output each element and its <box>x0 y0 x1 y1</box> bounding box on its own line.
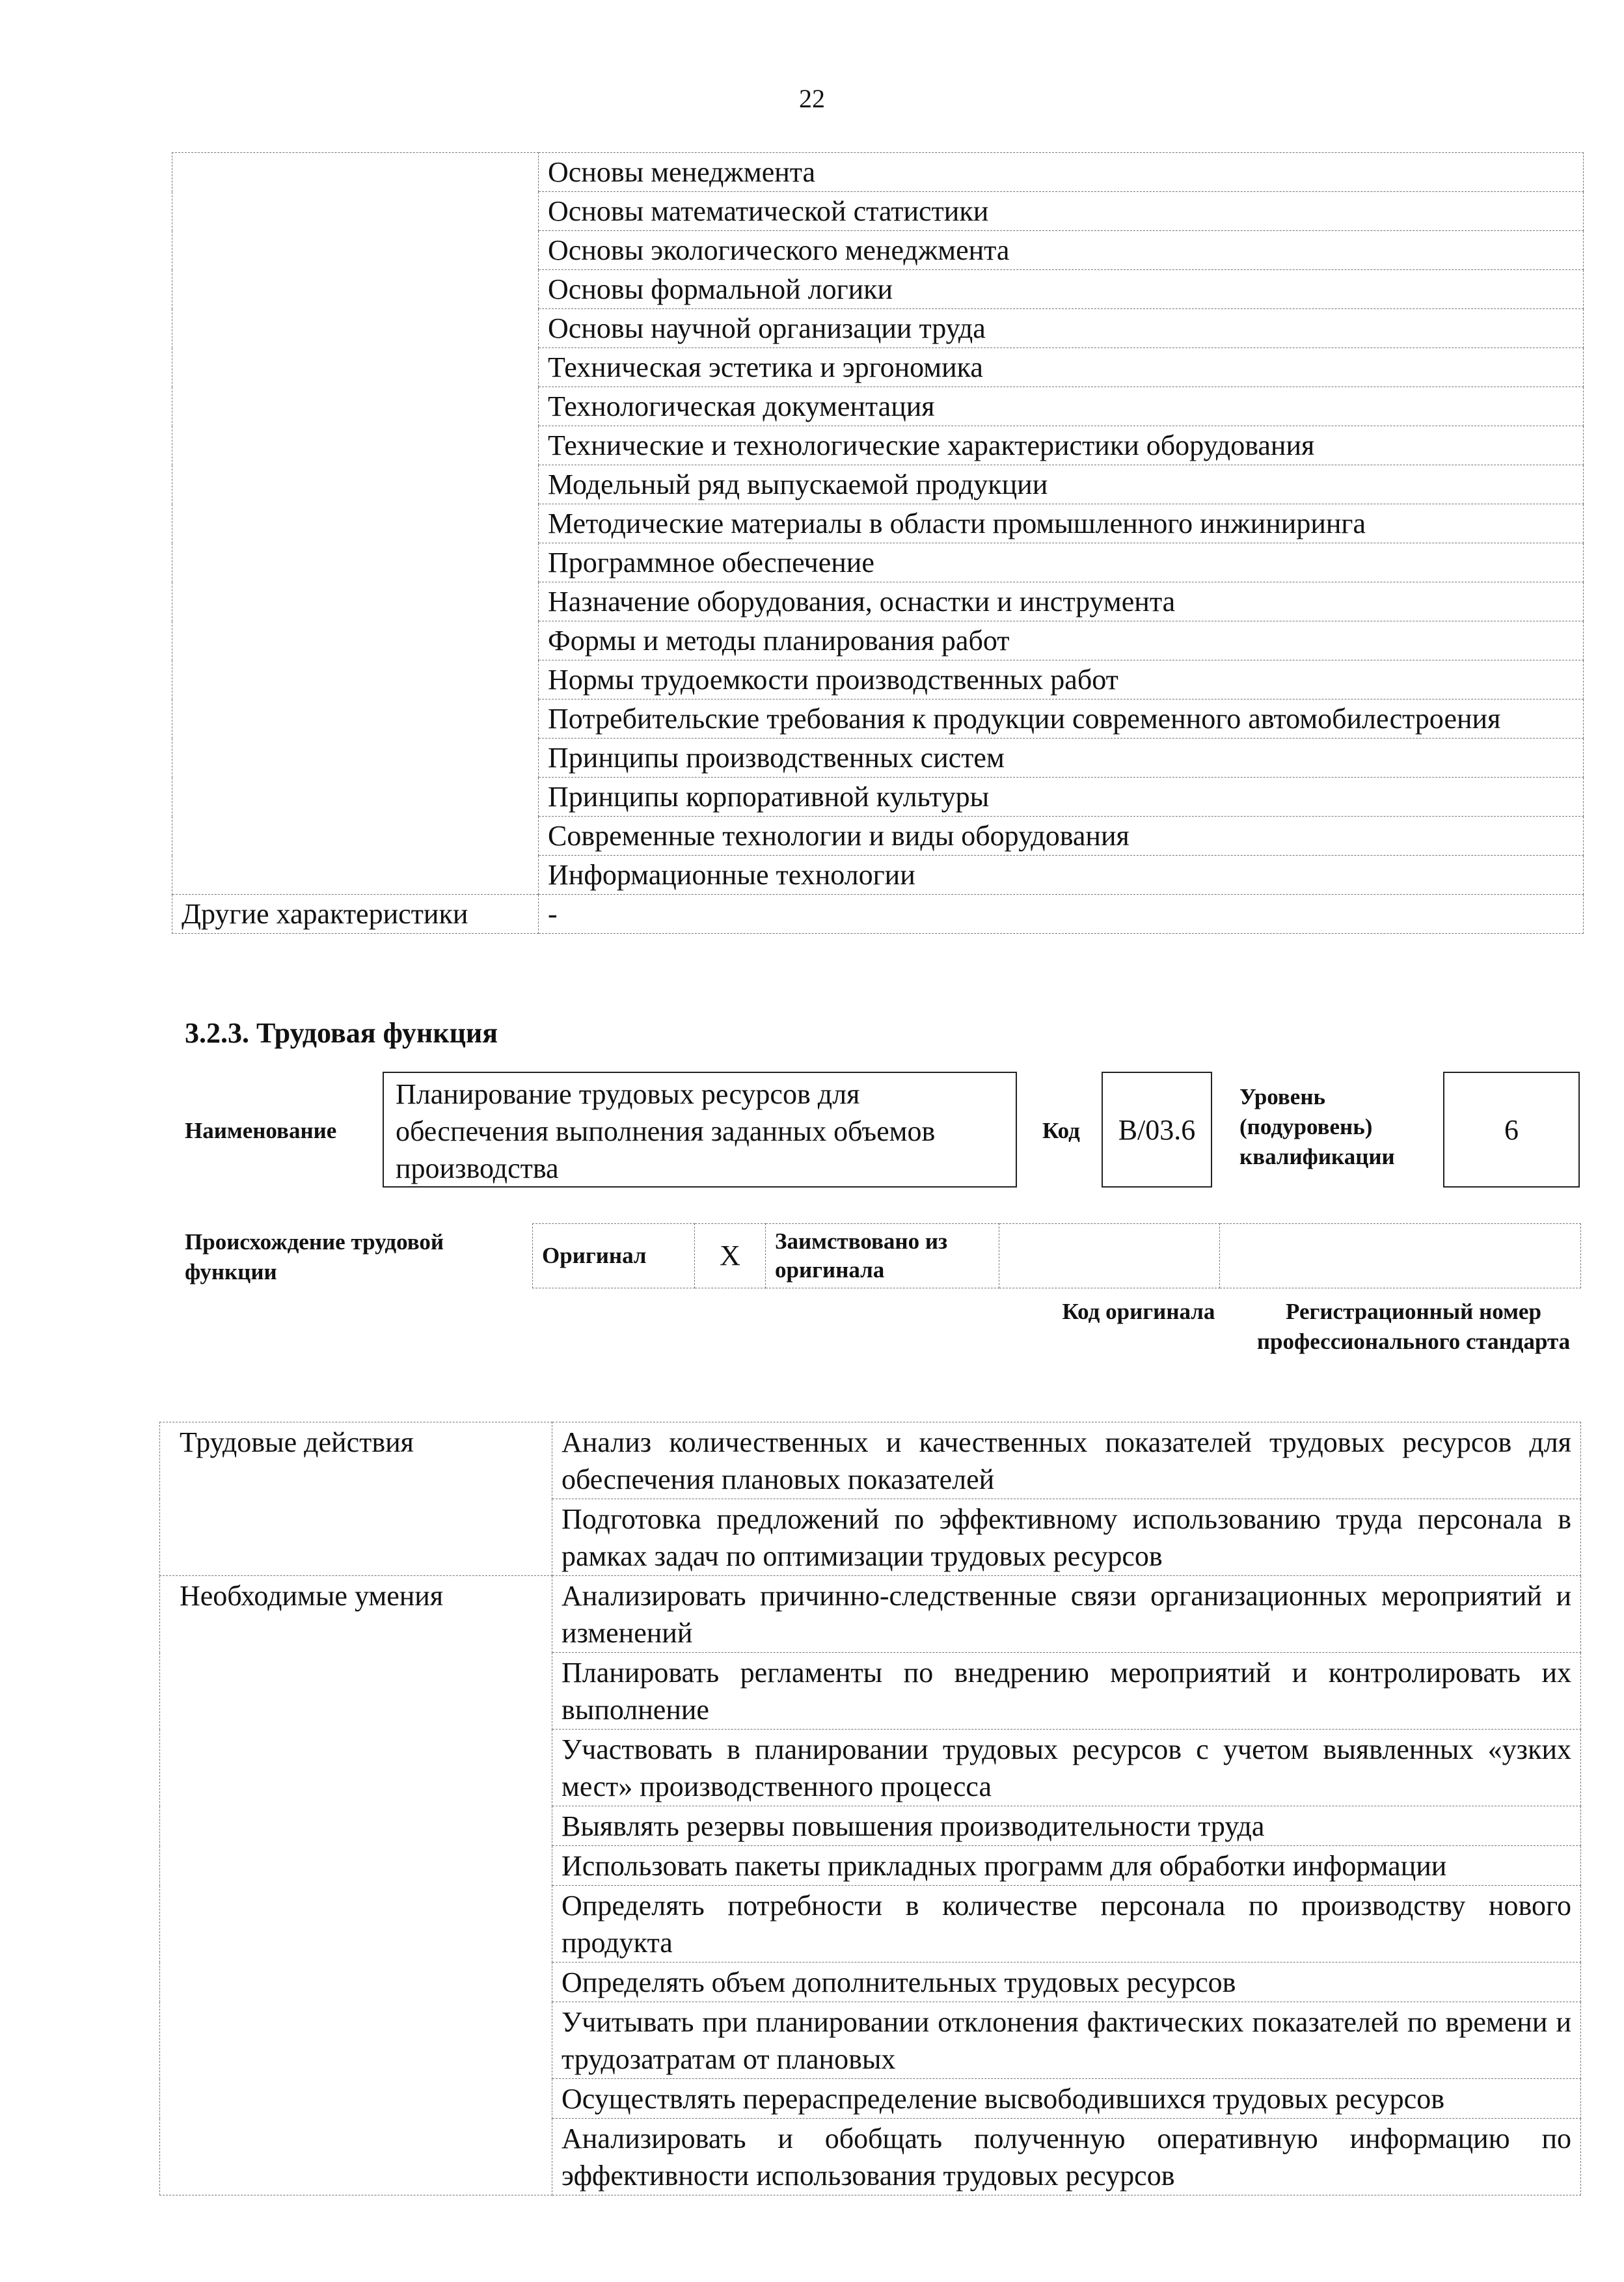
table-row <box>172 153 1584 192</box>
knowledge-item: Информационные технологии <box>539 856 1584 895</box>
table-row <box>160 1653 1581 1730</box>
knowledge-item: Основы формальной логики <box>539 270 1584 309</box>
required-skill-label-cell <box>160 1806 552 1846</box>
function-table <box>159 1422 1581 2195</box>
borrowed-label: Заимствовано из оригинала <box>766 1224 999 1288</box>
row-label <box>172 387 539 426</box>
knowledge-item: Современные технологии и виды оборудования <box>539 817 1584 856</box>
original-label: Оригинал <box>533 1224 695 1288</box>
knowledge-item: Назначение оборудования, оснастки и инструмента <box>539 582 1584 621</box>
table-row <box>172 543 1584 582</box>
table-row <box>172 348 1584 387</box>
row-label <box>172 856 539 895</box>
code-label: Код <box>1042 1118 1080 1143</box>
row-label <box>172 582 539 621</box>
row-label <box>172 426 539 465</box>
required-skill-label-cell <box>160 1886 552 1963</box>
knowledge-item: Принципы корпоративной культуры <box>539 778 1584 817</box>
table-row <box>160 1576 1581 1653</box>
row-label <box>172 153 539 192</box>
origin-label: Происхождение трудовой функции <box>185 1229 444 1284</box>
knowledge-item: Методические материалы в области промышленного инжиниринга <box>539 504 1584 543</box>
other-characteristics-value: - <box>539 895 1584 934</box>
required-skill-item: Участвовать в планировании трудовых ресурсов с учетом выявленных «узких мест» производственного процесса <box>552 1730 1581 1806</box>
origin-table <box>532 1223 1581 1288</box>
table-row <box>160 2002 1581 2079</box>
knowledge-item: Принципы производственных систем <box>539 739 1584 778</box>
table-row <box>172 660 1584 700</box>
row-label <box>172 309 539 348</box>
required-skill-label-cell <box>160 1963 552 2002</box>
table-row <box>172 387 1584 426</box>
required-skill-item: Планировать регламенты по внедрению мероприятий и контролировать их выполнение <box>552 1653 1581 1730</box>
table-row <box>172 504 1584 543</box>
other-characteristics-label: Другие характеристики <box>172 895 539 934</box>
row-label <box>172 621 539 660</box>
knowledge-item: Потребительские требования к продукции современного автомобилестроения <box>539 700 1584 739</box>
table-row <box>172 895 1584 934</box>
knowledge-table <box>172 152 1584 934</box>
table-row <box>172 270 1584 309</box>
table-row <box>172 856 1584 895</box>
required-skill-label-cell <box>160 1846 552 1886</box>
table-row <box>172 192 1584 231</box>
table-row <box>172 231 1584 270</box>
table-row <box>160 2079 1581 2119</box>
knowledge-item: Формы и методы планирования работ <box>539 621 1584 660</box>
table-row <box>160 1806 1581 1846</box>
row-label <box>172 465 539 504</box>
knowledge-item: Основы экологического менеджмента <box>539 231 1584 270</box>
table-row <box>172 582 1584 621</box>
table-row <box>160 1846 1581 1886</box>
level-label-text: Уровень (подуровень) квалификации <box>1239 1084 1395 1169</box>
function-code: B/03.6 <box>1102 1072 1212 1188</box>
row-label <box>172 504 539 543</box>
knowledge-item: Модельный ряд выпускаемой продукции <box>539 465 1584 504</box>
table-row <box>172 817 1584 856</box>
row-label <box>172 700 539 739</box>
original-code-cell <box>999 1224 1220 1288</box>
required-skill-label-cell <box>160 2002 552 2079</box>
required-skill-item: Учитывать при планировании отклонения фактических показателей по времени и трудозатратам от плановых <box>552 2002 1581 2079</box>
required-skill-label-cell <box>160 1730 552 1806</box>
code-caption: Код оригинала <box>1062 1299 1215 1324</box>
name-label: Наименование <box>185 1118 337 1143</box>
level-label <box>1239 1082 1435 1172</box>
labor-action-item: Подготовка предложений по эффективному использованию труда персонала в рамках задач по оптимизации трудовых ресурсов <box>552 1499 1581 1576</box>
knowledge-item: Основы менеджмента <box>539 153 1584 192</box>
original-mark: X <box>695 1224 766 1288</box>
labor-action-label-cell: Трудовые действия <box>160 1422 552 1499</box>
table-row <box>160 2119 1581 2195</box>
knowledge-item: Основы математической статистики <box>539 192 1584 231</box>
knowledge-item: Основы научной организации труда <box>539 309 1584 348</box>
required-skill-item: Определять объем дополнительных трудовых ресурсов <box>552 1963 1581 2002</box>
row-label <box>172 348 539 387</box>
table-row <box>172 309 1584 348</box>
row-label <box>172 543 539 582</box>
table-row <box>160 1963 1581 2002</box>
required-skill-label-cell: Необходимые умения <box>160 1576 552 1653</box>
row-label <box>172 739 539 778</box>
function-name: Планирование трудовых ресурсов для обеспечения выполнения заданных объемов производства <box>383 1072 1017 1188</box>
page-number: 22 <box>799 84 825 113</box>
required-skill-item: Осуществлять перераспределение высвободившихся трудовых ресурсов <box>552 2079 1581 2119</box>
row-label <box>172 270 539 309</box>
table-row <box>160 1499 1581 1576</box>
table-row <box>172 778 1584 817</box>
knowledge-item: Техническая эстетика и эргономика <box>539 348 1584 387</box>
required-skill-label-cell <box>160 1653 552 1730</box>
reg-number-cell <box>1220 1224 1581 1288</box>
row-label <box>172 192 539 231</box>
row-label <box>172 778 539 817</box>
table-row <box>172 465 1584 504</box>
knowledge-item: Нормы трудоемкости производственных работ <box>539 660 1584 700</box>
qualification-level: 6 <box>1443 1072 1580 1188</box>
required-skill-item: Использовать пакеты прикладных программ для обработки информации <box>552 1846 1581 1886</box>
table-row <box>172 426 1584 465</box>
required-skill-label-cell <box>160 2079 552 2119</box>
labor-action-label-cell <box>160 1499 552 1576</box>
row-label <box>172 660 539 700</box>
row-label <box>172 231 539 270</box>
table-row <box>172 621 1584 660</box>
section-title: 3.2.3. Трудовая функция <box>185 1017 498 1049</box>
table-row <box>160 1730 1581 1806</box>
row-label <box>172 817 539 856</box>
required-skill-item: Анализировать и обобщать полученную оперативную информацию по эффективности использования трудовых ресурсов <box>552 2119 1581 2195</box>
knowledge-item: Программное обеспечение <box>539 543 1584 582</box>
required-skill-item: Анализировать причинно-следственные связи организационных мероприятий и изменений <box>552 1576 1581 1653</box>
knowledge-item: Технические и технологические характеристики оборудования <box>539 426 1584 465</box>
table-row <box>160 1422 1581 1499</box>
required-skill-item: Выявлять резервы повышения производительности труда <box>552 1806 1581 1846</box>
reg-caption: Регистрационный номер профессионального стандарта <box>1256 1299 1571 1354</box>
table-row <box>160 1886 1581 1963</box>
table-row <box>172 700 1584 739</box>
table-row <box>172 739 1584 778</box>
required-skill-item: Определять потребности в количестве персонала по производству нового продукта <box>552 1886 1581 1963</box>
required-skill-label-cell <box>160 2119 552 2195</box>
labor-action-item: Анализ количественных и качественных показателей трудовых ресурсов для обеспечения плановых показателей <box>552 1422 1581 1499</box>
knowledge-item: Технологическая документация <box>539 387 1584 426</box>
